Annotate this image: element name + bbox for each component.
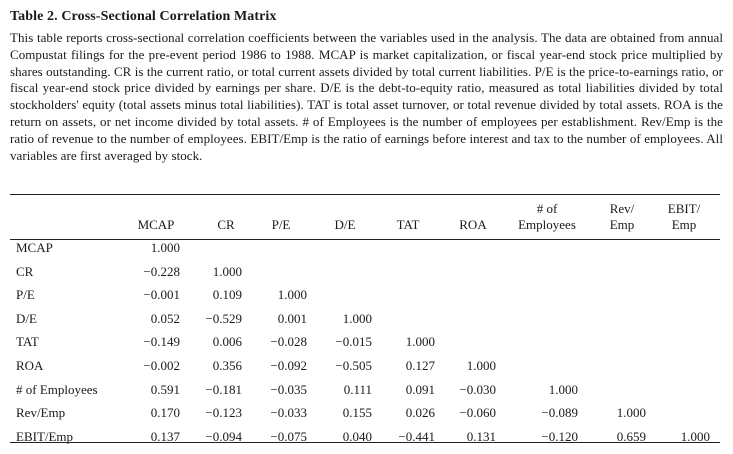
table-cell: 0.131 [466,428,496,444]
column-header-line2: Employees [518,217,576,232]
row-label: ROA [16,358,44,373]
table-cell: 1.000 [342,310,372,326]
row-label: CR [16,263,34,279]
table-cell: −0.123 [205,405,242,421]
table-cell: 1.000 [277,287,307,303]
table-cell: −0.089 [541,405,578,421]
table-cell: −0.030 [459,381,496,397]
table-cell: 0.006 [212,334,242,350]
table-cell: 0.127 [405,358,435,373]
table-bottom-rule [10,442,720,443]
table-cell: 1.000 [548,381,578,397]
table-cell: −0.094 [205,428,242,444]
table-cell: 0.052 [150,310,180,326]
column-header-line2: ROA [459,217,487,232]
table-row [10,354,720,377]
column-header-line2: Emp [671,217,697,232]
table-cell: −0.033 [270,405,307,421]
table-cell: −0.060 [459,405,496,421]
table-row [10,330,720,353]
column-header-line2: MCAP [137,217,175,232]
column-header-line1: Rev/ [609,201,635,216]
table-cell: 0.111 [343,381,372,397]
table-cell: −0.505 [335,358,372,373]
column-header-line1: # of [536,201,558,216]
table-cell: 1.000 [212,263,242,279]
table-cell: −0.028 [270,334,307,350]
table-cell: −0.181 [205,381,242,397]
table-row [10,425,720,448]
row-label: TAT [16,334,39,350]
table-cell: −0.015 [335,334,372,350]
table-cell: 0.356 [212,358,242,373]
table-cell: 0.026 [405,405,435,421]
column-header-line2: P/E [271,217,291,232]
row-label: D/E [16,310,37,326]
table-title: Table 2. Cross-Sectional Correlation Matrix [10,9,277,24]
table-cell: −0.228 [143,263,180,279]
row-label: # of Employees [16,381,98,397]
column-header-line2: TAT [396,217,420,232]
column-header-line1: EBIT/ [667,201,701,216]
table-cell: −0.075 [270,428,307,444]
column-header-line2: CR [217,217,235,232]
table-cell: 0.091 [405,381,435,397]
table-cell: 1.000 [680,428,710,444]
table-top-rule [10,194,720,195]
table-cell: 1.000 [150,240,180,255]
table-row [10,283,720,306]
table-cell: 0.040 [342,428,372,444]
row-label: EBIT/Emp [16,428,74,444]
table-cell: −0.120 [541,428,578,444]
table-cell: −0.002 [143,358,180,373]
row-label: MCAP [16,240,53,255]
table-row [10,378,720,401]
column-header-line2: D/E [334,217,356,232]
table-cell: −0.092 [270,358,307,373]
table-row [10,307,720,330]
table-cell: 0.659 [616,428,646,444]
table-cell: −0.441 [398,428,435,444]
table-cell: 0.170 [150,405,180,421]
table-cell: 0.137 [150,428,180,444]
table-row [10,236,720,259]
table-cell: 1.000 [405,334,435,350]
column-header-line2: Emp [609,217,635,232]
table-description: This table reports cross-sectional correlation coefficients between the variables used in the analysis. The data are obtained from annual Compustat filings for the pre-event period 1986 to 1988. MCAP is market capitalization, or fiscal year-end stock price multiplied by shares outstanding. CR is the current ratio, or total current assets divided by total current liabilities. P/E is the price-to-earnings ratio, or fiscal year-end stock price divided by earnings per share. D/E is the debt-to-equity ratio, measured as total liabilities divided by total stockholders' equity (total assets minus total liabilities). TAT is total asset turnover, or total revenue divided by total assets. ROA is the return on assets, or net income divided by total assets. # of Employees is the number of employees per establishment. Rev/Emp is the ratio of revenue to the number of employees. EBIT/Emp is the ratio of earnings before interest and tax to the number of employees. All variables are first averaged by stock. [10,30,723,163]
column-header [639,201,729,233]
table-cell: 1.000 [466,358,496,373]
table-cell: −0.149 [143,334,180,350]
table-cell: 0.109 [212,287,242,303]
table-cell: −0.001 [143,287,180,303]
table-cell: 0.591 [150,381,180,397]
table-cell: −0.035 [270,381,307,397]
table-cell: −0.529 [205,310,242,326]
table-cell: 0.155 [342,405,372,421]
row-label: Rev/Emp [16,405,66,421]
table-cell: 1.000 [616,405,646,421]
table-row [10,401,720,424]
row-label: P/E [16,287,35,303]
table-cell: 0.001 [277,310,307,326]
table-row [10,260,720,283]
